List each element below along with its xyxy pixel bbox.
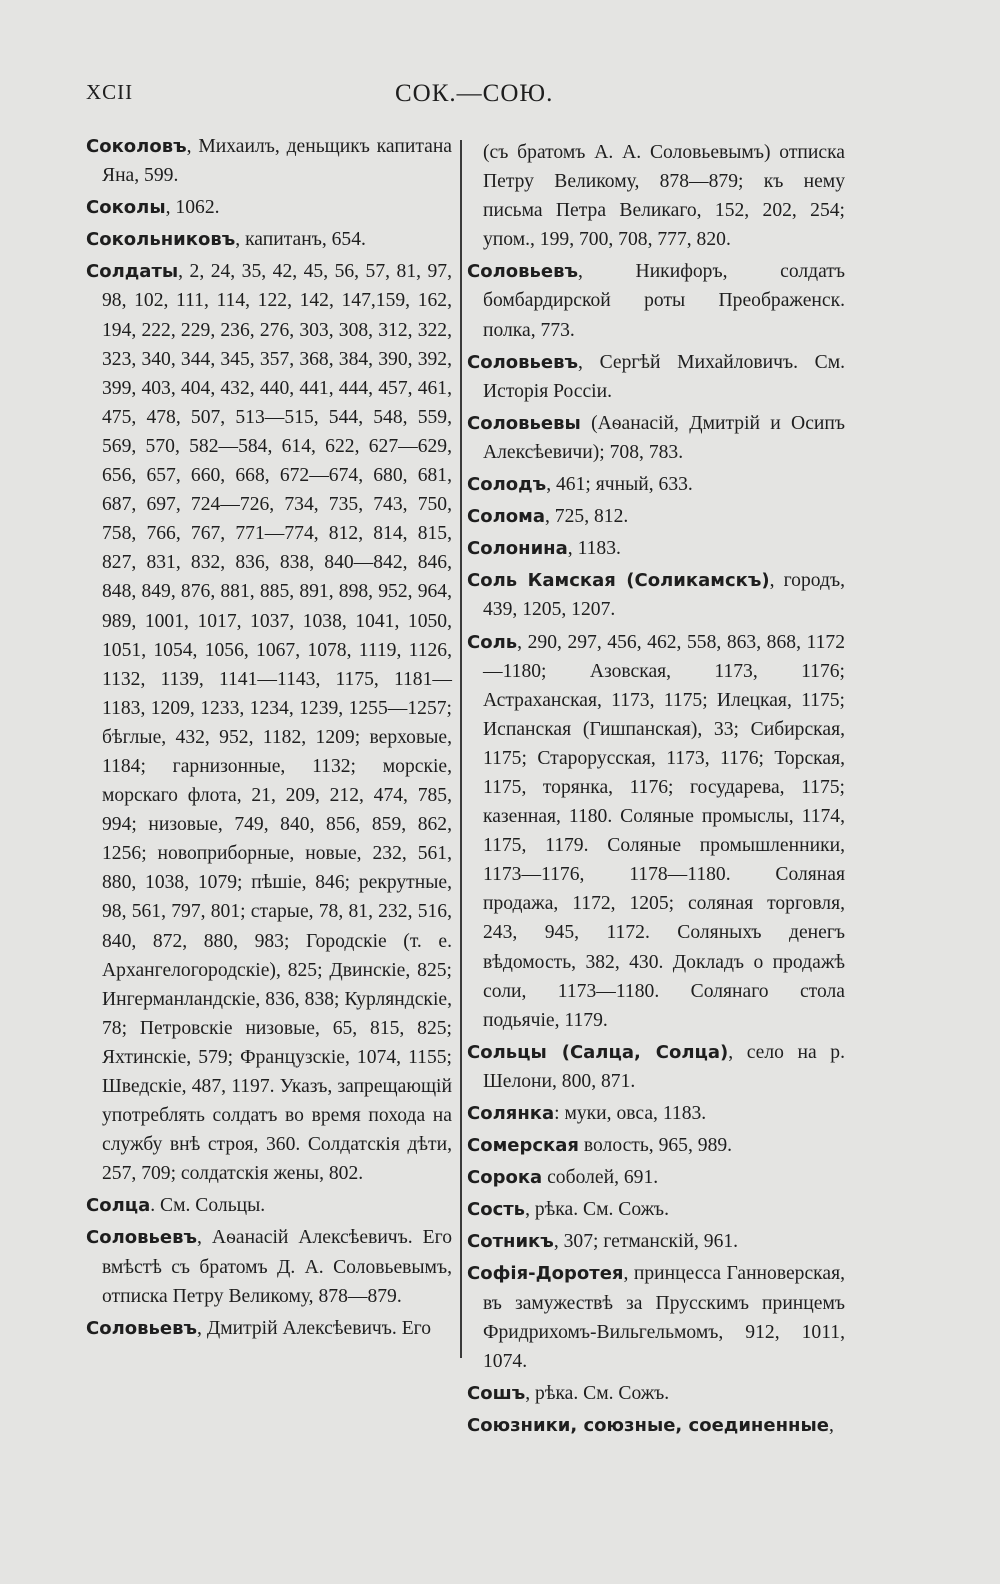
entry-text: , Никифоръ, солдатъ бомбардирской роты Преображенск. полка, 773.: [483, 261, 845, 341]
right-column: [467, 138, 845, 1443]
entry-headword: Соловьевъ: [467, 261, 579, 283]
entry-headword: Соль Камская (Соликамскъ): [467, 570, 770, 592]
entry-headword: Солдаты: [86, 261, 179, 283]
entry-text: , принцесса Ганноверская, въ замужествѣ за Прусскимъ принцемъ Фридрихомъ-Вильгельмомъ, 912, 1011, 1074.: [483, 1263, 845, 1372]
entry-headword: Соловьевъ: [86, 1227, 198, 1249]
index-entry: [467, 1131, 845, 1160]
index-entry: [467, 1227, 845, 1256]
entry-headword: Сокольниковъ: [86, 229, 236, 251]
index-entry: [467, 628, 845, 1035]
entry-text: , Сергѣй Михайловичъ. См. Исторія Россіи.: [483, 351, 845, 402]
column-divider: [460, 140, 462, 1358]
running-head: СОК.—СОЮ.: [395, 80, 554, 107]
index-entry: [467, 534, 845, 563]
index-entry: [467, 1099, 845, 1128]
entry-headword: Соколы: [86, 197, 166, 219]
entry-text: (съ братомъ А. А. Соловьевымъ) отписка Петру Великому, 878—879; къ нему письма Петра Великаго, 152, 202, 254; упом., 199, 700, 708, 777, 820.: [483, 142, 845, 251]
left-column: [86, 132, 452, 1346]
index-entry: [467, 348, 845, 406]
entry-headword: Солянка: [467, 1103, 555, 1124]
index-entry: [467, 1038, 845, 1096]
index-entry: [86, 1191, 452, 1220]
index-entry: [467, 502, 845, 531]
index-entry: [467, 470, 845, 499]
index-entry: [467, 1411, 845, 1440]
entry-headword: Соколовъ: [86, 136, 187, 157]
entry-text: ,: [828, 1414, 834, 1436]
index-entry: [467, 566, 845, 624]
entry-text: : муки, овса, 1183.: [554, 1103, 707, 1124]
entry-headword: Сорока: [467, 1167, 543, 1189]
entry-text: , Михаилъ, деньщикъ капитана Яна, 599.: [102, 136, 452, 187]
entry-text: . См. Сольцы.: [150, 1195, 266, 1217]
entry-headword: Соль: [467, 631, 518, 653]
entry-text: , 2, 24, 35, 42, 45, 56, 57, 81, 97, 98, 102, 111, 114, 122, 142, 147,159, 162, 194, 222, 229, 236, 276, 303, 308, 312, 322, 323, 340, 344, 345, 357, 368, 384, 390, 392, 399, 403, 404, 432, 440, 441, 444, 457, 461, 475, 478, 507, 513—515, 544, 548, 559, 569, 570, 582—584, 614, 622, 627—629, 656, 657, 660, 668, 672—674, 680, 681, 687, 697, 724—726, 734, 735, 743, 750, 758, 766, 767, 771—774, 812, 814, 815, 827, 831, 832, 836, 838, 840—842, 846, 848, 849, 876, 881, 885, 891, 898, 952, 964, 989, 1001, 1017, 1037, 1038, 1041, 1050, 1051, 1054, 1056, 1067, 1078, 1119, 1126, 1132, 1139, 1141—1143, 1175, 1181—1183, 1209, 1233, 1234, 1239, 1255—1257; бѣглые, 432, 952, 1182, 1209; верховые, 1184; гарнизонные, 1132; морскіе, морскаго флота, 21, 209, 212, 474, 785, 994; низовые, 749, 840, 856, 859, 862, 1256; новоприборные, новые, 232, 561, 880, 1038, 1079; пѣшіе, 846; рекрутные, 98, 561, 797, 801; старые, 78, 81, 232, 516, 840, 872, 880, 983; Городскіе (т. е. Архангелогородскіе), 825; Двинскіе, 825; Ингерманландскіе, 836, 838; Курляндскіе, 78; Петровскіе низовые, 65, 815, 825; Яхтинскіе, 579; Французскіе, 1074, 1155; Шведскіе, 487, 1197. Указъ, запрещающій употреблять солдатъ во время похода на службу внѣ строя, 360. Солдатскія дѣти, 257, 709; солдатскія жены, 802.: [102, 261, 452, 1185]
entry-headword: Солома: [467, 506, 545, 528]
entry-text: , 307; гетманскій, 961.: [553, 1231, 739, 1253]
index-entry: [467, 1195, 845, 1224]
entry-text: , Дмитрій Алексѣевичъ. Его: [197, 1317, 432, 1339]
index-entry: [467, 257, 845, 344]
entry-text: , Аѳанасій Алексѣевичъ. Его вмѣстѣ съ братомъ Д. А. Соловьевымъ, отписка Петру Великому, 878—879.: [102, 1227, 452, 1307]
index-entry: [86, 193, 452, 222]
entry-headword: Соловьевъ: [467, 351, 579, 373]
entry-text: , 461; ячный, 633.: [546, 474, 693, 496]
entry-text: , село на р. Шелони, 800, 871.: [483, 1041, 845, 1092]
entry-headword: Союзники, союзные, соединенные: [467, 1414, 829, 1436]
index-entry: [467, 1163, 845, 1192]
entry-text: , рѣка. См. Сожъ.: [525, 1382, 670, 1404]
entry-text: волость, 965, 989.: [578, 1135, 733, 1157]
index-entry: [86, 132, 452, 190]
entry-text: , капитанъ, 654.: [235, 229, 366, 251]
index-entry: [86, 1314, 452, 1343]
entry-text: , 725, 812.: [545, 506, 629, 528]
entry-text: , городъ, 439, 1205, 1207.: [483, 570, 846, 621]
page-number: XCII: [86, 80, 134, 104]
entry-text: , рѣка. См. Сожъ.: [525, 1199, 669, 1221]
entry-headword: Сошъ: [467, 1382, 526, 1404]
entry-headword: Софія-Доротея: [467, 1263, 624, 1285]
entry-text: , 1062.: [165, 197, 220, 219]
index-entry: [86, 257, 452, 1188]
index-entry-continuation: [467, 138, 845, 254]
index-entry: [86, 225, 452, 254]
entry-headword: Соловьевъ: [86, 1317, 198, 1339]
index-entry: [467, 1379, 845, 1408]
index-entry: [467, 1259, 845, 1375]
entry-headword: Солца: [86, 1195, 151, 1217]
entry-text: (Аѳанасій, Дмитрій и Осипъ Алексѣевичи); 708, 783.: [483, 412, 845, 463]
entry-headword: Сотникъ: [467, 1231, 554, 1253]
entry-headword: Солодъ: [467, 474, 547, 496]
entry-text: , 290, 297, 456, 462, 558, 863, 868, 1172—1180; Азовская, 1173, 1176; Астраханская, 1173, 1175; Илецкая, 1175; Испанская (Гишпанская), 33; Сибирская, 1175; Старорусская, 1173, 1176; Торская, 1175, торянка, 1176; государева, 1175; казенная, 1180. Соляные промыслы, 1174, 1175, 1179. Соляные промышленники, 1173—1176, 1178—1180. Соляная продажа, 1172, 1205; соляная торговля, 243, 945, 1172. Соляныхъ денегъ вѣдомость, 382, 430. Докладъ о продажѣ соли, 1173—1180. Солянаго стола подьячіе, 1179.: [483, 631, 845, 1031]
entry-text: , 1183.: [567, 538, 621, 560]
entry-headword: Сость: [467, 1199, 526, 1221]
entry-headword: Соловьевы: [467, 412, 581, 434]
index-entry: [467, 409, 845, 467]
entry-headword: Сомерская: [467, 1135, 579, 1157]
entry-text: соболей, 691.: [542, 1167, 659, 1189]
index-entry: [86, 1223, 452, 1310]
entry-headword: Сольцы (Салца, Солца): [467, 1041, 729, 1063]
entry-headword: Солонина: [467, 538, 568, 560]
